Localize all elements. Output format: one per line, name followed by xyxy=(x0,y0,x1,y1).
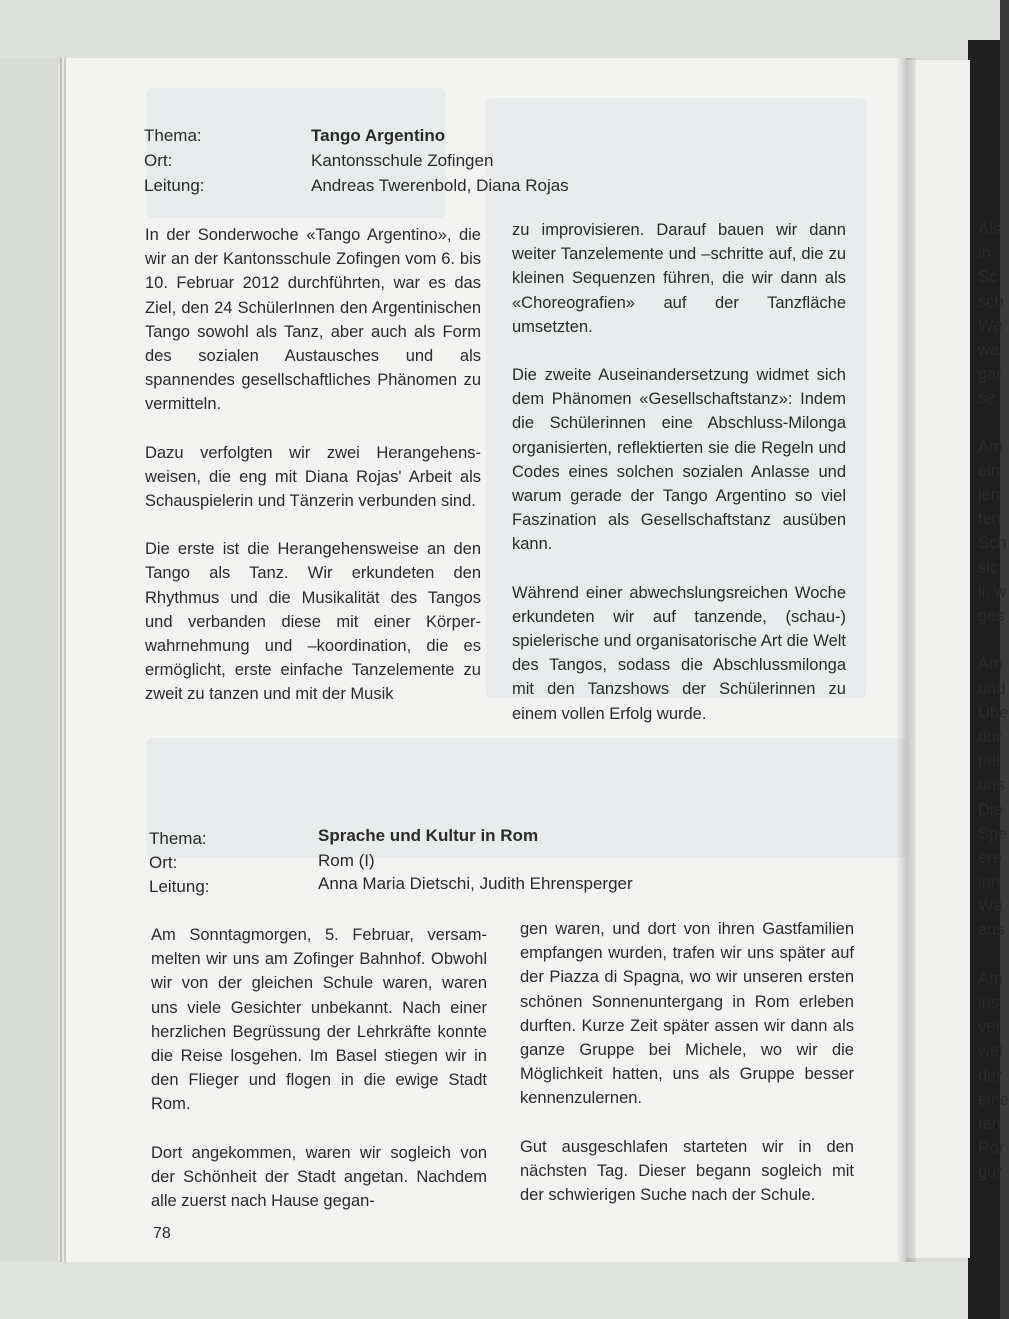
section1-right-column xyxy=(512,218,846,750)
text-fragment: eine xyxy=(978,1090,1009,1109)
text-fragment: pel xyxy=(978,752,1001,771)
text-fragment: gar xyxy=(978,365,1002,384)
paragraph: Die erste ist die Herangehensweise an den Tango als Tanz. Wir erkundeten den Rhythmus und die Musikalität des Tangos und verbanden diese mit einer Körperwahrnehmung und –koordination, die es ermöglicht, erste einfache Tanzelemente zu zweit zu tanzen und mit der Musik xyxy=(145,540,481,704)
text-fragment: Sch xyxy=(978,534,1007,553)
text-fragment: ges xyxy=(978,607,1005,625)
text-fragment: uns xyxy=(978,776,1005,795)
section1-left-column xyxy=(145,223,481,731)
paragraph: gen waren, und dort von ihren Gastfamilien empfangen wurden, trafen wir uns später auf der Piazza di Spagna, wo wir unseren ersten schönen Sonnenuntergang in Rom erleben durften. Kurze Zeit später assen wir dann als ganze Gruppe bei Michele, wo wir die Möglichkeit hatten, uns als Gruppe besser kennenzulernen. xyxy=(520,920,854,1108)
section2-right-column xyxy=(520,917,854,1231)
text-fragment: Ror xyxy=(978,1139,1005,1158)
text-fragment: Spe xyxy=(978,824,1008,843)
text-fragment: sch xyxy=(978,292,1004,311)
text-fragment: wa xyxy=(978,340,1000,359)
text-fragment xyxy=(978,411,1009,435)
text-fragment: Am xyxy=(978,969,1003,988)
paragraph: Während einer abwechslungsreichen Woche erkundeten wir auf tanzende, (schau-) spielerische und organisatorische Art die Welt des Tangos, sodass die Abschlussmilonga mit den Tanzshows der Schülerinnen zu einem vollen Erfolg wurde. xyxy=(512,583,846,723)
text-fragment: dur xyxy=(978,727,1002,746)
text-fragment: aus xyxy=(978,921,1005,940)
text-fragment: ere xyxy=(978,848,1002,867)
scanner-bottom-margin xyxy=(0,1262,1000,1319)
section2-left-column xyxy=(151,923,487,1237)
text-fragment: gur xyxy=(978,1163,1002,1182)
paragraph: Die zweite Auseinandersetzung widmet sich dem Phänomen «Gesellschaftstanz»: Indem die Schülerinnen eine Abschluss-Milonga organisierten, reflektierten sie die Regeln und Codes eines solchen sozialen Anlasse und warum gerade der Tango Argentino so viel Faszination als Gesellschaftstanz ausüben kann. xyxy=(512,366,846,554)
text-fragment: inn xyxy=(978,873,1001,892)
thema-label: Thema: xyxy=(149,829,207,848)
text-fragment: Am xyxy=(978,655,1003,674)
text-fragment: wei xyxy=(978,1042,1003,1061)
text-fragment: ten xyxy=(978,510,1001,529)
text-fragment: Die xyxy=(978,800,1003,819)
text-fragment: ein xyxy=(978,461,1001,480)
section1-location: Kantonsschule Zofingen xyxy=(311,151,494,170)
text-fragment: Am xyxy=(978,437,1003,456)
paragraph: Gut ausgeschlafen starteten wir in den nächsten Tag. Dieser begann sogleich mit der schwierigen Suche nach der Schule. xyxy=(520,1137,854,1205)
section2-title: Sprache und Kultur in Rom xyxy=(318,826,539,845)
section2-location: Rom (I) xyxy=(318,851,375,870)
paragraph: Dort angekommen, waren wir sogleich von der Schönheit der Stadt angetan. Nachdem alle zuerst nach Hause gegan- xyxy=(151,1143,487,1211)
text-fragment: in xyxy=(978,244,991,263)
text-fragment: se xyxy=(978,389,996,408)
text-fragment: li, w xyxy=(978,582,1007,601)
ort-label: Ort: xyxy=(144,151,173,170)
text-fragment xyxy=(978,943,1009,967)
book-gutter xyxy=(896,58,916,1262)
text-fragment: ins xyxy=(978,994,1000,1012)
text-fragment: We xyxy=(978,316,1003,335)
text-fragment: und xyxy=(978,679,1006,698)
text-fragment: Wä xyxy=(978,897,1003,916)
text-fragment: ten xyxy=(978,1114,1001,1133)
text-fragment: der xyxy=(978,1066,1002,1085)
text-fragment: sic xyxy=(978,558,999,577)
section1-title: Tango Argentino xyxy=(311,126,446,145)
text-fragment: Übe xyxy=(978,703,1009,722)
text-fragment: jen xyxy=(978,486,1001,505)
page-number: 78 xyxy=(153,1225,171,1242)
paragraph: Am Sonntagmorgen, 5. Februar, versammelten wir uns am Zofinger Bahnhof. Obwohl wir von der gleichen Schule waren, waren uns viele Gesichter unbekannt. Nach einer herzlichen Begrüssung der Lehrkräfte konnte die Reise losgehen. Im Basel stiegen wir in den Flieger und flogen in die ewige Stadt Rom. xyxy=(151,926,487,1114)
ort-label: Ort: xyxy=(149,853,178,872)
scanner-top-margin xyxy=(0,0,1000,58)
section2-leaders: Anna Maria Dietschi, Judith Ehrensperger xyxy=(318,874,633,893)
paragraph: In der Sonderwoche «Tango Argentino», die wir an der Kantonsschule Zofingen vom 6. bis 10. Februar 2012 durchführten, war es das Ziel, den 24 SchülerInnen den Argentinischen Tango sowohl als Tanz, aber auch als Form des sozialen Austausches und als spannendes gesellschaftliches Phänomen zu vermitteln. xyxy=(145,226,481,414)
leitung-label: Leitung: xyxy=(144,176,205,195)
text-fragment: ver xyxy=(978,1018,1001,1037)
next-page-text-fragments xyxy=(978,217,1009,1185)
text-fragment: Als xyxy=(978,220,1001,238)
section1-leaders: Andreas Twerenbold, Diana Rojas xyxy=(311,176,569,195)
leitung-label: Leitung: xyxy=(149,877,210,896)
thema-label: Thema: xyxy=(144,126,202,145)
text-fragment: Sc xyxy=(978,268,998,287)
paragraph: Dazu verfolgten wir zwei Herangehensweisen, die eng mit Diana Rojas' Arbeit als Schauspielerin und Tänzerin verbunden sind. xyxy=(145,443,481,511)
paragraph: zu improvisieren. Darauf bauen wir dann weiter Tanzelemente und –schritte auf, die zu kleinen Sequenzen führen, die wir dann als «Choreografien» auf der Tanzfläche umsetzten. xyxy=(512,221,846,336)
text-fragment xyxy=(978,628,1009,652)
